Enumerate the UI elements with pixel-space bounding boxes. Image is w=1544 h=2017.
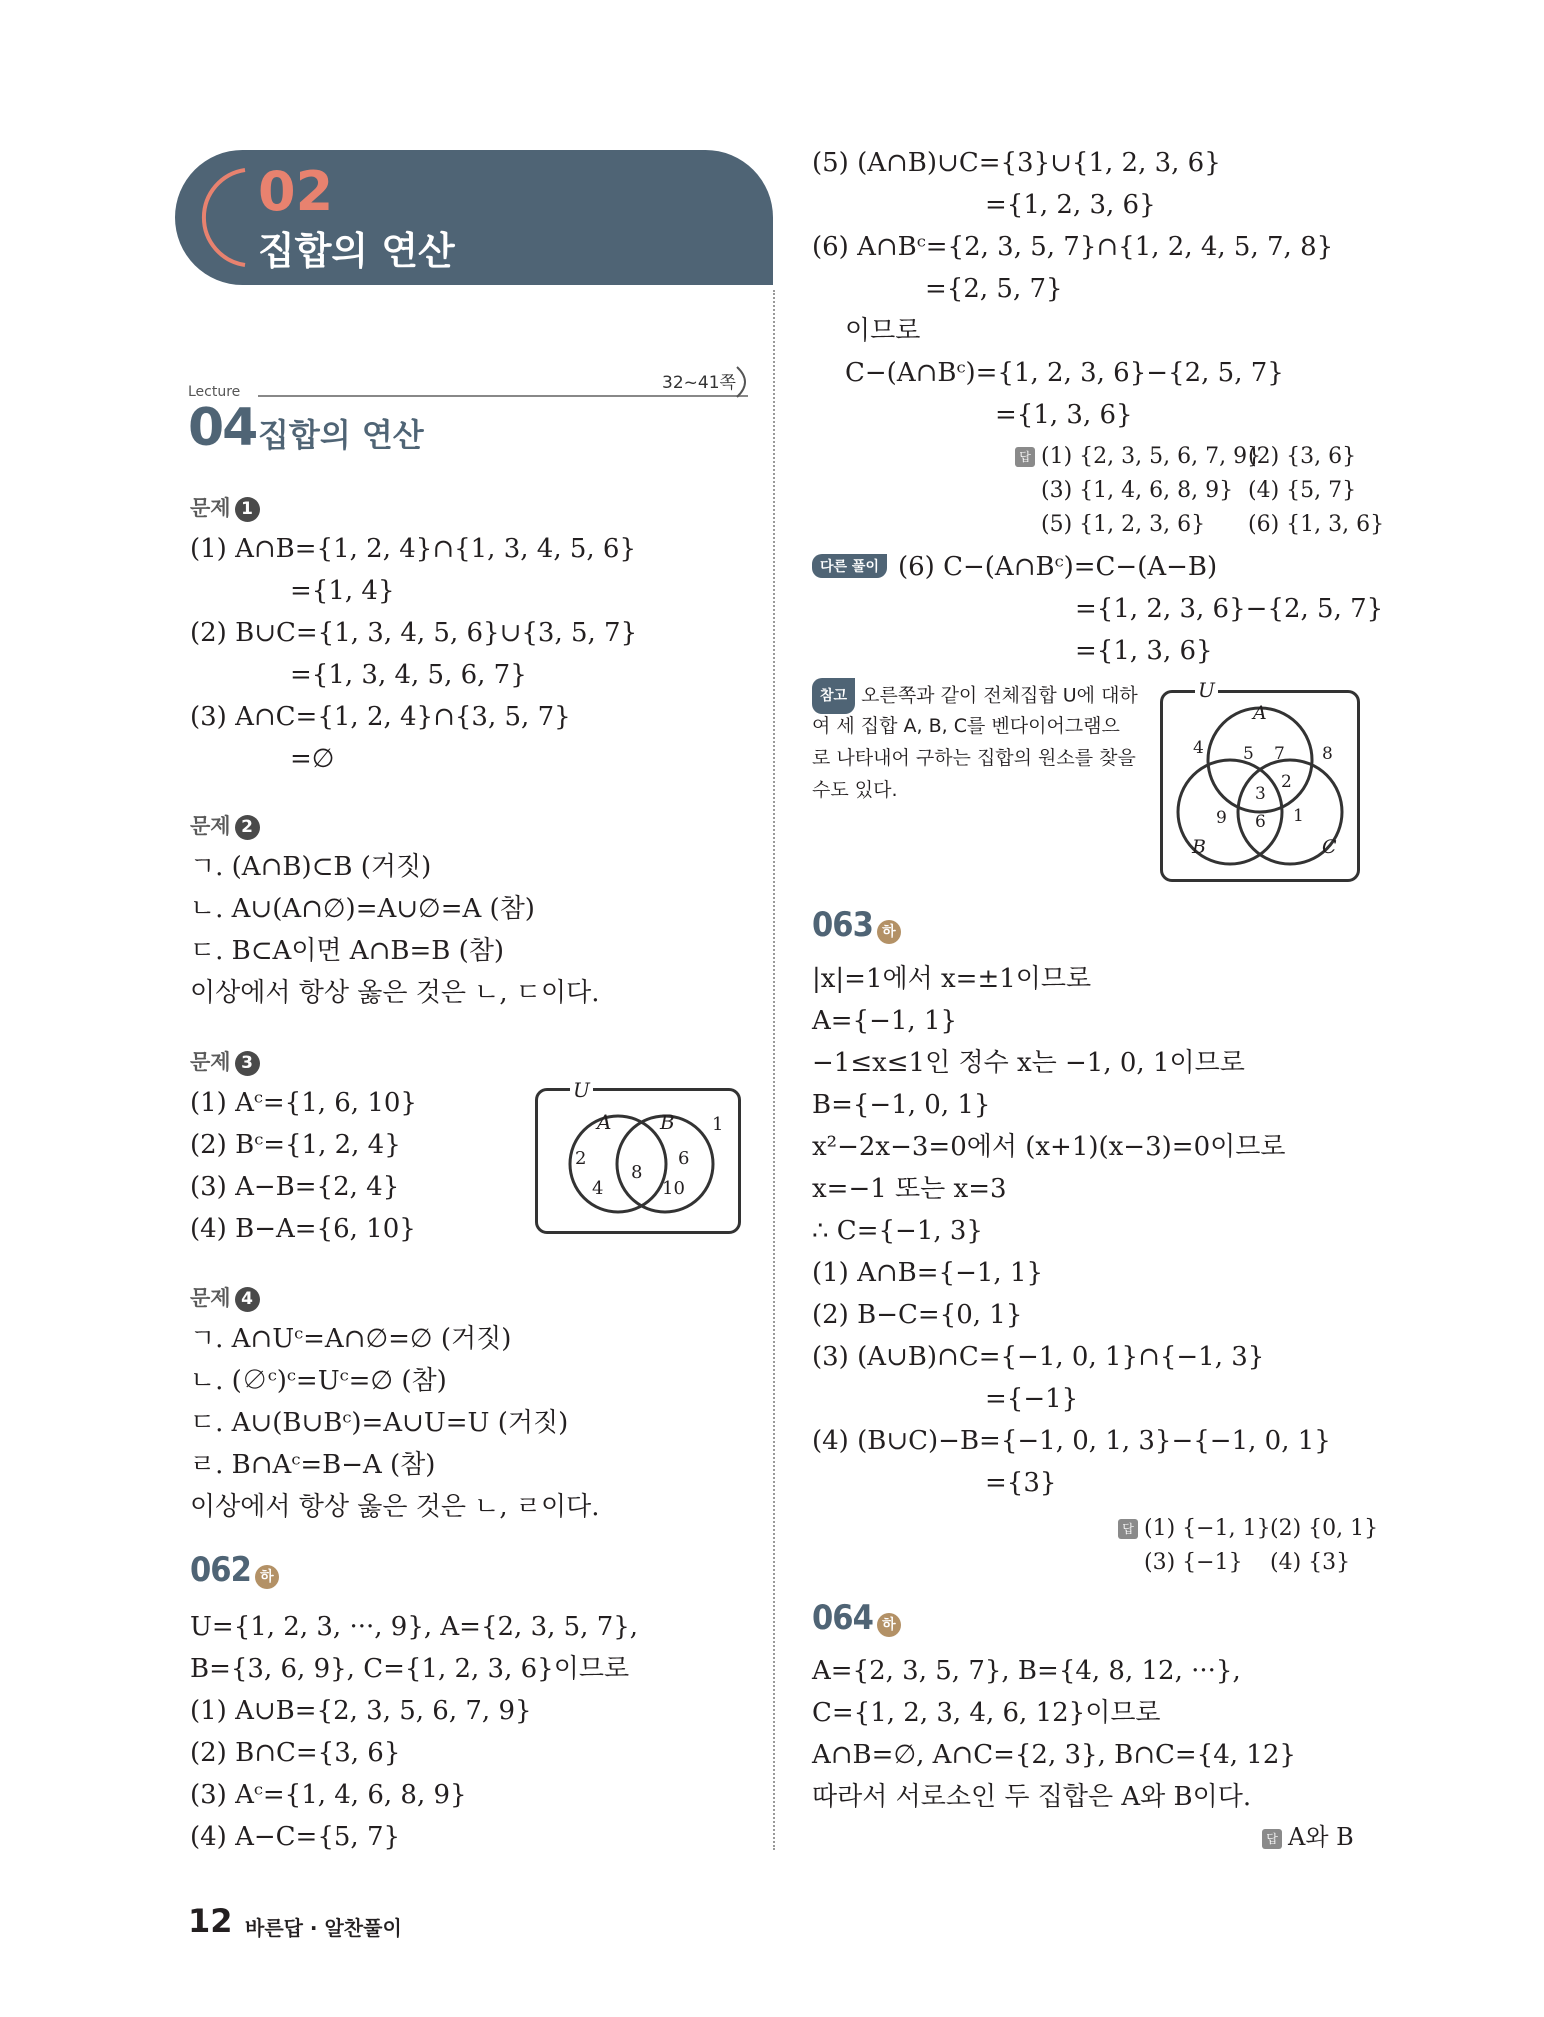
alt-line-2: ={1, 2, 3, 6}−{2, 5, 7} bbox=[1075, 594, 1384, 624]
venn3-2: 2 bbox=[1281, 772, 1292, 792]
q2-line-1: ㄱ. (A∩B)⊂B (거짓) bbox=[190, 852, 432, 882]
rt-line-4: ={2, 5, 7} bbox=[925, 274, 1063, 304]
q1-line-3: (2) B∪C={1, 3, 4, 5, 6}∪{3, 5, 7} bbox=[190, 618, 638, 648]
q3-label: 문제 3 bbox=[190, 1046, 260, 1076]
p063-line-8: (1) A∩B={−1, 1} bbox=[812, 1258, 1044, 1288]
venn3-5: 5 bbox=[1243, 744, 1254, 764]
venn2-A: A bbox=[597, 1110, 612, 1134]
venn3-B: B bbox=[1192, 836, 1206, 858]
page-number: 12 bbox=[188, 1902, 233, 1940]
venn3-6: 6 bbox=[1255, 812, 1266, 832]
ans062-row-1: 답 (1) {2, 3, 5, 6, 7, 9} bbox=[1015, 440, 1261, 474]
p062-line-6: (4) A−C={5, 7} bbox=[190, 1822, 401, 1852]
p062-line-5: (3) Aᶜ={1, 4, 6, 8, 9} bbox=[190, 1780, 467, 1810]
q4-line-4: ㄹ. B∩Aᶜ=B−A (참) bbox=[190, 1450, 436, 1480]
venn2-U: U bbox=[570, 1078, 593, 1102]
answer-icon: 답 bbox=[1118, 1519, 1138, 1539]
p062-line-4: (2) B∩C={3, 6} bbox=[190, 1738, 401, 1768]
pages-bracket-icon bbox=[735, 365, 755, 399]
rt-line-5: 이므로 bbox=[845, 316, 921, 346]
venn3-8: 8 bbox=[1322, 744, 1333, 764]
venn2-1: 1 bbox=[712, 1114, 724, 1135]
venn3-A: A bbox=[1253, 702, 1267, 724]
q2-line-2: ㄴ. A∪(A∩∅)=A∪∅=A (참) bbox=[190, 894, 535, 924]
venn2-2: 2 bbox=[575, 1148, 587, 1169]
p064-line-3: A∩B=∅, A∩C={2, 3}, B∩C={4, 12} bbox=[812, 1740, 1296, 1770]
venn2-6: 6 bbox=[678, 1148, 690, 1169]
p063-line-13: ={3} bbox=[985, 1468, 1057, 1498]
alt-line-1: (6) C−(A∩Bᶜ)=C−(A−B) bbox=[898, 552, 1218, 582]
venn3-C: C bbox=[1322, 836, 1337, 858]
ans062-row-3: (5) {1, 2, 3, 6} bbox=[1041, 512, 1206, 537]
ans062-row-3b: (6) {1, 3, 6} bbox=[1248, 512, 1385, 537]
rt-line-7: ={1, 3, 6} bbox=[995, 400, 1133, 430]
chapter-title: 집합의 연산 bbox=[258, 229, 455, 273]
rt-line-3: (6) A∩Bᶜ={2, 3, 5, 7}∩{1, 2, 4, 5, 7, 8} bbox=[812, 232, 1334, 262]
lecture-number: 04 bbox=[188, 398, 257, 458]
p063-line-2: A={−1, 1} bbox=[812, 1006, 958, 1036]
p063-line-11: ={−1} bbox=[985, 1384, 1079, 1414]
p062-line-2: B={3, 6, 9}, C={1, 2, 3, 6}이므로 bbox=[190, 1654, 630, 1684]
ans063-row-2b: (4) {3} bbox=[1270, 1550, 1351, 1575]
q2-line-3: ㄷ. B⊂A이면 A∩B=B (참) bbox=[190, 936, 505, 966]
note-line-1: 참고 오른쪽과 같이 전체집합 U에 대하 bbox=[812, 678, 1138, 714]
ans064: 답 A와 B bbox=[1262, 1820, 1354, 1854]
q3-line-3: (3) A−B={2, 4} bbox=[190, 1172, 400, 1202]
q4-line-2: ㄴ. (∅ᶜ)ᶜ=Uᶜ=∅ (참) bbox=[190, 1366, 447, 1396]
note-line-4: 수도 있다. bbox=[812, 779, 898, 801]
q4-line-3: ㄷ. A∪(B∪Bᶜ)=A∪U=U (거짓) bbox=[190, 1408, 569, 1438]
venn3-1: 1 bbox=[1293, 806, 1304, 826]
q4-label: 문제 4 bbox=[190, 1282, 260, 1312]
p064-line-4: 따라서 서로소인 두 집합은 A와 B이다. bbox=[812, 1782, 1252, 1812]
problem-064-header: 064 하 bbox=[812, 1598, 901, 1638]
answer-icon: 답 bbox=[1015, 447, 1035, 467]
rt-line-1: (5) (A∩B)∪C={3}∪{1, 2, 3, 6} bbox=[812, 148, 1221, 178]
ans063-row-2: (3) {−1} bbox=[1144, 1550, 1243, 1575]
venn2-4: 4 bbox=[592, 1178, 604, 1199]
p063-line-9: (2) B−C={0, 1} bbox=[812, 1300, 1023, 1330]
venn2-10: 10 bbox=[662, 1178, 685, 1199]
p064-line-2: C={1, 2, 3, 4, 6, 12}이므로 bbox=[812, 1698, 1161, 1728]
p063-line-4: B={−1, 0, 1} bbox=[812, 1090, 991, 1120]
q4-line-1: ㄱ. A∩Uᶜ=A∩∅=∅ (거짓) bbox=[190, 1324, 512, 1354]
q2-line-4: 이상에서 항상 옳은 것은 ㄴ, ㄷ이다. bbox=[190, 978, 600, 1008]
q2-label: 문제 2 bbox=[190, 810, 260, 840]
venn2-8: 8 bbox=[631, 1162, 643, 1183]
venn3-7: 7 bbox=[1274, 744, 1285, 764]
note-tag: 참고 bbox=[812, 678, 855, 714]
problem-063-header: 063 하 bbox=[812, 905, 901, 945]
p062-line-3: (1) A∪B={2, 3, 5, 6, 7, 9} bbox=[190, 1696, 532, 1726]
column-divider bbox=[773, 290, 775, 1850]
venn3-U: U bbox=[1195, 678, 1218, 702]
ans062-row-2: (3) {1, 4, 6, 8, 9} bbox=[1041, 478, 1234, 503]
lecture-title: 집합의 연산 bbox=[258, 416, 424, 454]
rt-line-6: C−(A∩Bᶜ)={1, 2, 3, 6}−{2, 5, 7} bbox=[845, 358, 1284, 388]
ans063-row-1: 답 (1) {−1, 1} bbox=[1118, 1512, 1271, 1546]
q1-line-5: (3) A∩C={1, 2, 4}∩{3, 5, 7} bbox=[190, 702, 571, 732]
banner-arc-icon bbox=[195, 165, 255, 270]
q1-line-6: =∅ bbox=[290, 744, 335, 774]
p063-line-1: |x|=1에서 x=±1이므로 bbox=[812, 964, 1092, 994]
ans062-row-1b: (2) {3, 6} bbox=[1248, 444, 1357, 469]
q1-line-1: (1) A∩B={1, 2, 4}∩{1, 3, 4, 5, 6} bbox=[190, 534, 637, 564]
lecture-pages: 32~41쪽 bbox=[662, 373, 736, 393]
q1-label: 문제 1 bbox=[190, 492, 260, 522]
venn3-4: 4 bbox=[1193, 738, 1204, 758]
p062-line-1: U={1, 2, 3, ···, 9}, A={2, 3, 5, 7}, bbox=[190, 1612, 639, 1642]
p063-line-3: −1≤x≤1인 정수 x는 −1, 0, 1이므로 bbox=[812, 1048, 1245, 1078]
problem-062-header: 062 하 bbox=[190, 1550, 279, 1590]
venn3-9: 9 bbox=[1216, 808, 1227, 828]
lecture-rule bbox=[258, 395, 748, 397]
alt-line-3: ={1, 3, 6} bbox=[1075, 636, 1213, 666]
footer-text: 바른답 · 알찬풀이 bbox=[245, 1916, 402, 1940]
venn2-B: B bbox=[660, 1110, 675, 1134]
answer-icon: 답 bbox=[1262, 1829, 1282, 1849]
note-line-3: 로 나타내어 구하는 집합의 원소를 찾을 bbox=[812, 747, 1136, 769]
p063-line-12: (4) (B∪C)−B={−1, 0, 1, 3}−{−1, 0, 1} bbox=[812, 1426, 1331, 1456]
p063-line-5: x²−2x−3=0에서 (x+1)(x−3)=0이므로 bbox=[812, 1132, 1286, 1162]
q3-line-4: (4) B−A={6, 10} bbox=[190, 1214, 416, 1244]
p063-line-7: ∴ C={−1, 3} bbox=[812, 1216, 983, 1246]
p063-line-6: x=−1 또는 x=3 bbox=[812, 1174, 1007, 1204]
alt-solution-tag: 다른 풀이 bbox=[812, 554, 887, 578]
q1-line-2: ={1, 4} bbox=[290, 576, 395, 606]
q4-line-5: 이상에서 항상 옳은 것은 ㄴ, ㄹ이다. bbox=[190, 1492, 600, 1522]
p064-line-1: A={2, 3, 5, 7}, B={4, 8, 12, ···}, bbox=[812, 1656, 1241, 1686]
note-line-2: 여 세 집합 A, B, C를 벤다이어그램으 bbox=[812, 715, 1120, 737]
p063-line-10: (3) (A∪B)∩C={−1, 0, 1}∩{−1, 3} bbox=[812, 1342, 1265, 1372]
venn3-3: 3 bbox=[1255, 784, 1266, 804]
ans062-row-2b: (4) {5, 7} bbox=[1248, 478, 1357, 503]
ans063-row-1b: (2) {0, 1} bbox=[1270, 1516, 1379, 1541]
rt-line-2: ={1, 2, 3, 6} bbox=[985, 190, 1156, 220]
q3-line-2: (2) Bᶜ={1, 2, 4} bbox=[190, 1130, 401, 1160]
venn-two-set-circles bbox=[535, 1088, 741, 1234]
q3-line-1: (1) Aᶜ={1, 6, 10} bbox=[190, 1088, 417, 1118]
lecture-label: Lecture bbox=[188, 384, 241, 400]
chapter-number: 02 bbox=[258, 160, 334, 223]
q1-line-4: ={1, 3, 4, 5, 6, 7} bbox=[290, 660, 527, 690]
